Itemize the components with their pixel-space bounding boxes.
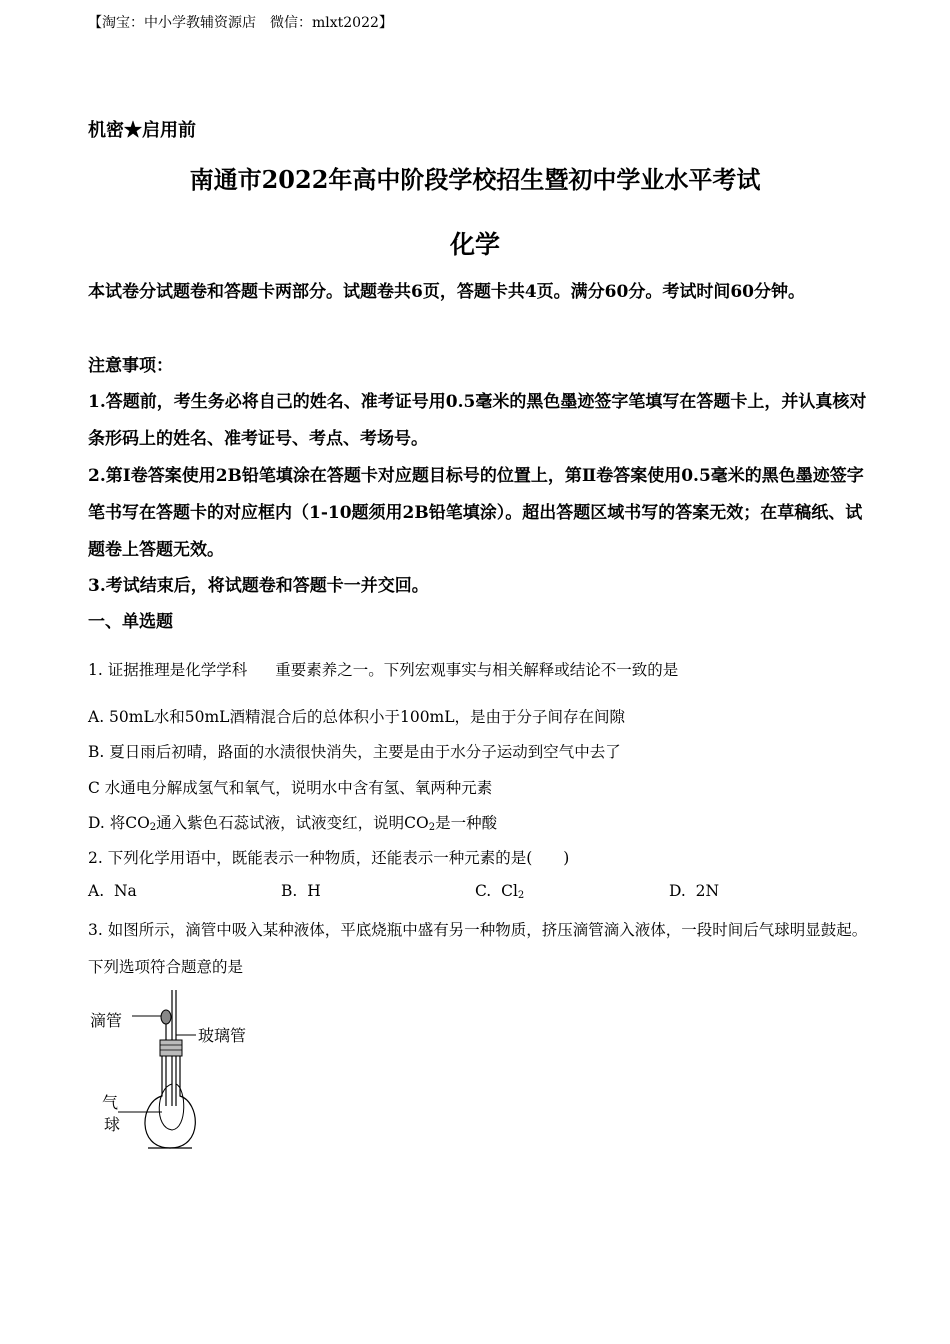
notice-item-3: 3.考试结束后，将试题卷和答题卡一并交回。 xyxy=(88,576,429,596)
notice-title: 注意事项： xyxy=(88,356,173,376)
question-2-option-b xyxy=(281,882,321,900)
question-1-stem-part-a: 1. 证据推理是化学学科 xyxy=(88,661,248,679)
question-1-option-c: C 水通电分解成氢气和氧气，说明水中含有氢、氧两种元素 xyxy=(88,779,493,797)
question-2-option-c xyxy=(475,882,524,901)
header-note: 【淘宝：中小学教辅资源店 微信：mlxt2022】 xyxy=(88,15,393,31)
option-letter: C. xyxy=(475,882,492,900)
exam-title: 南通市2022年高中阶段学校招生暨初中学业水平考试 xyxy=(189,165,761,194)
question-3-stem: 3. 如图所示，滴管中吸入某种液体，平底烧瓶中盛有另一种物质，挤压滴管滴入液体，一段时间后气球明显鼓起。下列选项符合题意的是 xyxy=(88,921,868,976)
balloon-label-1: 气 xyxy=(102,1093,119,1112)
flask-body xyxy=(145,1056,195,1148)
question-2-stem: 2. 下列化学用语中，既能表示一种物质，还能表示一种元素的是( ) xyxy=(88,849,570,867)
option-text: 2N xyxy=(695,882,720,900)
question-2-options xyxy=(88,882,868,906)
glass-tube-label: 玻璃管 xyxy=(198,1026,247,1045)
question-1-option-a: A. 50mL水和50mL酒精混合后的总体积小于100mL，是由于分子间存在间隙 xyxy=(88,708,626,726)
question-1-stem xyxy=(88,658,678,680)
option-d-text-c: 是一种酸 xyxy=(435,814,498,832)
dropper-bulb-icon xyxy=(161,1010,171,1024)
option-text: H xyxy=(307,882,321,900)
balloon-label-2: 球 xyxy=(104,1115,121,1134)
notice-item-1: 1.答题前，考生务必将自己的姓名、准考证号用0.5毫米的黑色墨迹签字笔填写在答题卡上，并认真核对条形码上的姓名、准考证号、考点、考场号。 xyxy=(88,392,867,449)
question-1-option-b: B. 夏日雨后初晴，路面的水渍很快消失，主要是由于水分子运动到空气中去了 xyxy=(88,743,621,761)
option-d-subscript-2: 2 xyxy=(428,822,436,833)
stopper xyxy=(160,1040,182,1056)
question-1-option-d xyxy=(88,811,497,833)
option-text: Na xyxy=(113,882,137,900)
subject-title: 化学 xyxy=(449,230,500,259)
option-d-text-b: 通入紫色石蕊试液，试液变红，说明CO xyxy=(156,814,429,832)
notice-item-2: 2.第Ⅰ卷答案使用2B铅笔填涂在答题卡对应题目标号的位置上，第Ⅱ卷答案使用0.5毫米的黑色墨迹签字笔书写在答题卡的对应框内（1-10题须用2B铅笔填涂）。超出答题区域书写的答案无效；在草稿纸、试题卷上答题无效。 xyxy=(88,466,864,560)
option-letter: A. xyxy=(88,882,105,900)
question-1-stem-part-b: 重要素养之一。下列宏观事实与相关解释或结论不一致的是 xyxy=(275,661,679,679)
flask-apparatus-figure xyxy=(88,988,268,1158)
option-text: Cl xyxy=(501,882,518,900)
option-letter: D. xyxy=(669,882,686,900)
dropper-label: 滴管 xyxy=(90,1011,123,1030)
question-2-option-a xyxy=(88,882,137,900)
option-subscript: 2 xyxy=(517,890,525,901)
option-letter: B. xyxy=(281,882,298,900)
intro-text: 本试卷分试题卷和答题卡两部分。试题卷共6页，答题卡共4页。满分60分。考试时间60分钟。 xyxy=(88,282,805,302)
option-d-subscript-1: 2 xyxy=(149,822,157,833)
section-title: 一、单选题 xyxy=(88,612,173,632)
option-d-text-a: D. 将CO xyxy=(88,814,150,832)
question-2-option-d xyxy=(669,882,719,900)
confidential-label: 机密★启用前 xyxy=(88,120,196,141)
